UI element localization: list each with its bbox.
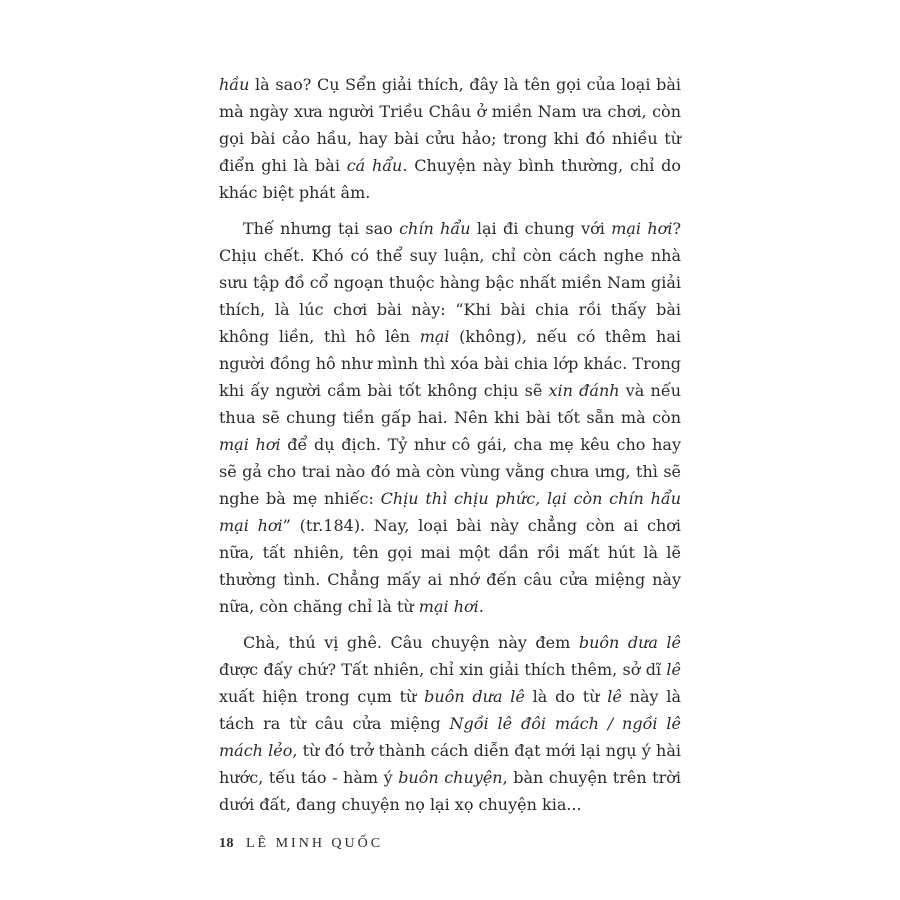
text-run: . Chuyện này bình thường, chỉ do khác biệt phát âm. (219, 156, 682, 202)
text-run: ” (tr.184). Nay, loại bài này chẳng còn ai chơi nữa, tất nhiên, tên gọi mai một dần rồi mất hút là lẽ thường tình. Chẳng mấy ai nhớ đến câu cửa miệng này nữa, còn chăng chỉ là từ (219, 516, 682, 616)
italic-text: lê (607, 687, 622, 706)
text-run: lại đi chung với (470, 219, 612, 238)
italic-text: mại hơi (611, 219, 673, 238)
italic-text: chín hẩu (399, 219, 471, 238)
paragraph-2 (219, 215, 681, 620)
paragraph-1 (219, 71, 681, 206)
running-author: LÊ MINH QUỐC (246, 836, 384, 851)
text-run: (không), nếu có thêm hai người đồng hô như mình thì xóa bài chia lớp khác. Trong khi ấy người cầm bài tốt không chịu sẽ (219, 327, 682, 400)
text-run: và nếu thua sẽ chung tiền gấp hai. Nên khi bài tốt sẵn mà còn (219, 381, 681, 427)
body-text (219, 71, 681, 827)
text-run: này là tách ra từ câu cửa miệng (219, 687, 682, 733)
paragraph-3 (219, 629, 681, 818)
text-run: để dụ địch. Tỷ như cô gái, cha mẹ kêu cho hay sẽ gả cho trai nào đó mà còn vùng vằng chưa ưng, thì sẽ nghe bà mẹ nhiếc: (219, 435, 682, 508)
italic-text: xin đánh (548, 381, 620, 400)
text-run: , bàn chuyện trên trời dưới đất, đang chuyện nọ lại xọ chuyện kia... (219, 768, 682, 814)
text-run: xuất hiện trong cụm từ (219, 687, 425, 706)
italic-text: hầu (219, 75, 250, 94)
italic-text: buôn chuyện (398, 768, 503, 787)
italic-text: cá hẩu (346, 156, 403, 175)
italic-text: buôn dưa lê (578, 633, 682, 652)
italic-text: mại hơi (418, 597, 479, 616)
text-run: Chà, thú vị ghê. Câu chuyện này đem (243, 633, 579, 652)
text-run: là do từ (524, 687, 608, 706)
text-run: được đấy chứ? Tất nhiên, chỉ xin giải thích thêm, sở dĩ (219, 660, 667, 679)
italic-text: lê (666, 660, 681, 679)
text-run: , từ đó trở thành cách diễn đạt mới lại ngụ ý hài hước, tếu táo - hàm ý (219, 741, 681, 787)
page-footer (219, 836, 383, 852)
page-number: 18 (219, 836, 234, 851)
text-run: Thế nhưng tại sao (243, 219, 400, 238)
text-run: là sao? Cụ Sển giải thích, đây là tên gọi của loại bài mà ngày xưa người Triều Châu ở miền Nam ưa chơi, còn gọi bài cảo hầu, hay bài cửu hảo; trong khi đó nhiều từ điển ghi là bài (219, 75, 681, 175)
italic-text: mại hơi (219, 435, 281, 454)
italic-text: Ngồi lê đôi mách / ngồi lê mách lẻo (219, 714, 681, 760)
italic-text: buôn dưa lê (424, 687, 525, 706)
italic-text: Chịu thì chịu phức, lại còn chín hẩu mại hơi (219, 489, 682, 535)
text-run: ? Chịu chết. Khó có thể suy luận, chỉ còn cách nghe nhà sưu tập đồ cổ ngoạn thuộc hàng bậc nhất miền Nam giải thích, là lúc chơi bài này: “Khi bài chia rồi thấy bài không liền, thì hô lên (219, 219, 682, 346)
italic-text: mại (419, 327, 450, 346)
text-run: . (478, 597, 484, 616)
